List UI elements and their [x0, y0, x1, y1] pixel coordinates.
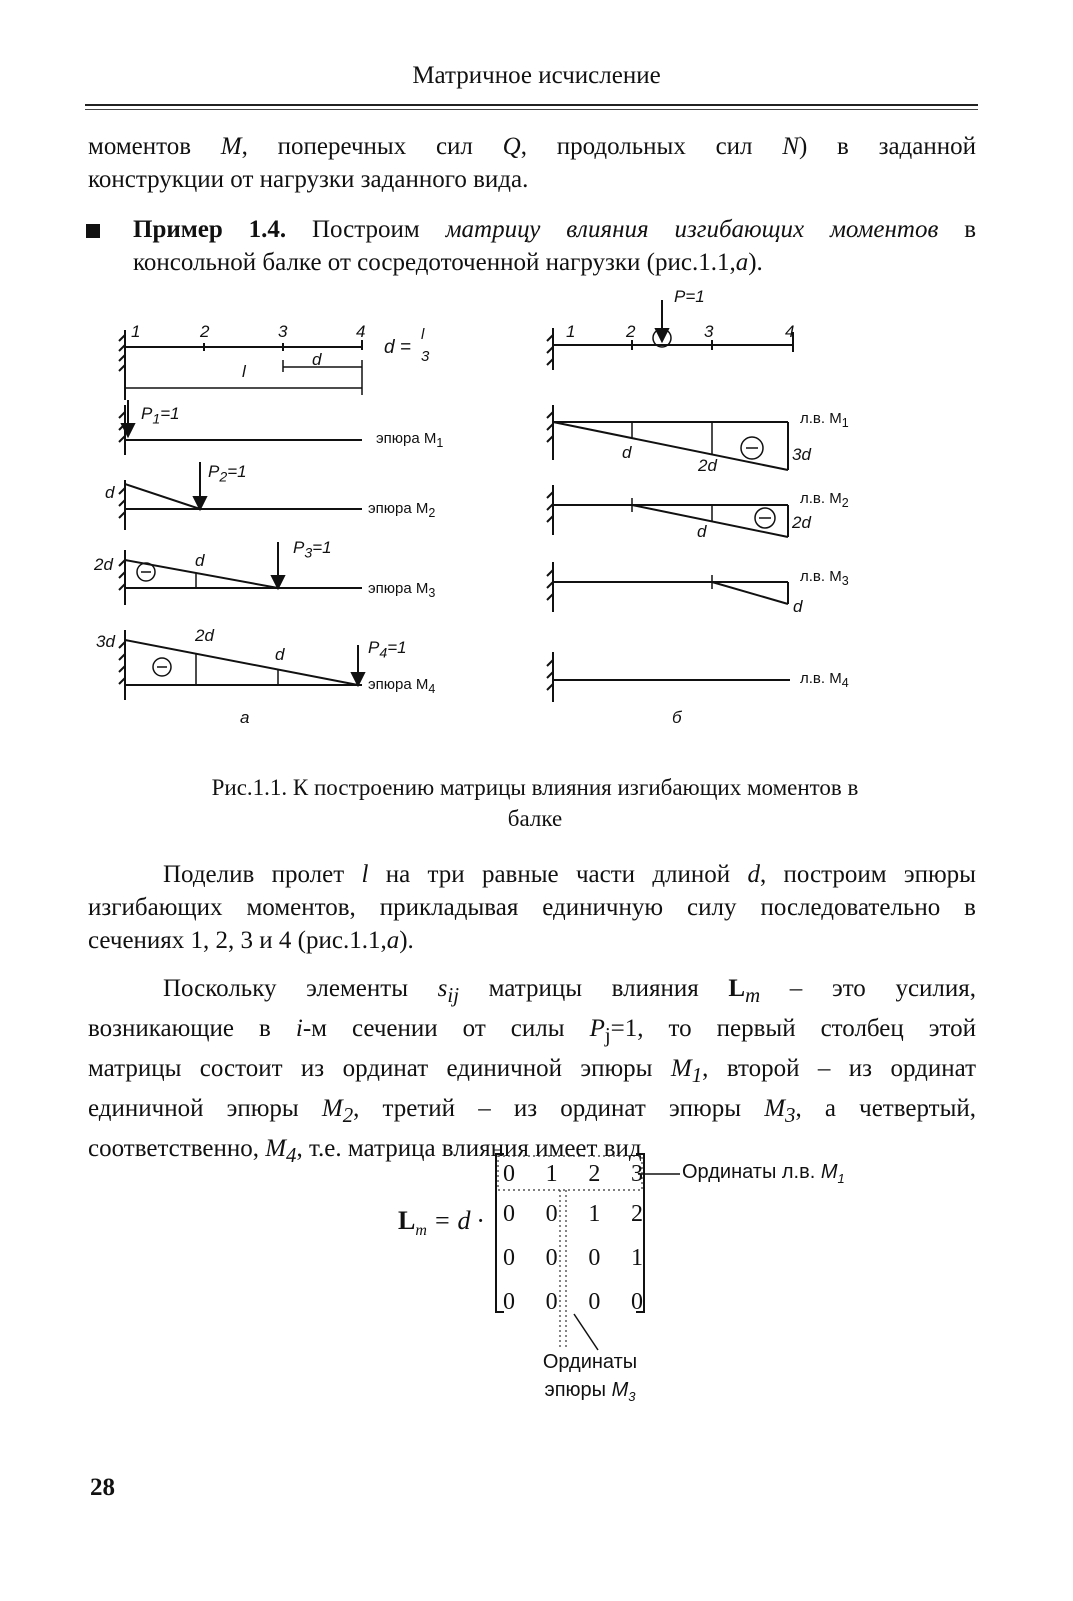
section-label-4: 4	[356, 322, 366, 341]
ordinate-lv2-d: d	[697, 522, 707, 541]
influence-line-label-m4: л.в. $M_4$	[800, 670, 849, 690]
load-p3: $P_3=1$	[293, 538, 332, 562]
ordinate-m3-d: d	[195, 551, 205, 570]
matrix-row-2	[503, 1196, 643, 1232]
running-header: Матричное исчисление	[412, 62, 661, 89]
left-beam-scheme	[119, 330, 362, 400]
matrix-cell: 0	[630, 1289, 643, 1315]
ordinate-m4-3d: 3d	[96, 632, 115, 651]
matrix-explanation-paragraph: Поскольку элементы $s_{ij}$ матрицы влияния $L_m$ – это усилия, возникающие в i-м сечении от силы $P_j=1$, то первый столбец этой матрицы состоит из ординат единичной эпюры $M_1$, второй – из ординат единичной эпюры $M_2$, третий – из ординат эпюры $M_3$, а четвертый, соответственно, $M_4$, т.е. матрица влияния имеет вид	[88, 975, 977, 1167]
header-rule-thin	[85, 109, 978, 110]
matrix-cell: 0	[503, 1161, 515, 1187]
right-row-1	[547, 405, 788, 470]
ordinate-m4-d: d	[275, 645, 285, 664]
load-p4: $P_4=1$	[368, 638, 407, 662]
diagram-label-m2: эпюра $M_2$	[368, 500, 436, 520]
ordinate-m4-2d: 2d	[195, 626, 214, 645]
right-load-label: P=1	[674, 287, 705, 306]
subfigure-letter-a: а	[240, 708, 250, 727]
matrix-cell: 1	[630, 1245, 643, 1271]
load-p1: $P_1=1$	[141, 404, 180, 428]
matrix-lhs: $L_m = d$ ·	[398, 1206, 484, 1240]
right-section-label-1: 1	[566, 322, 576, 341]
matrix-cell: 2	[588, 1161, 601, 1187]
row-annotation: Ординаты л.в. $M_1$	[682, 1161, 845, 1186]
example-paragraph: Пример 1.4. Построим матрицу влияния изгибающих моментов в консольной балке от сосредоточенной нагрузки (рис.1.1,а).	[133, 216, 977, 276]
influence-line-label-m2: л.в. $M_2$	[800, 490, 849, 510]
right-beam-scheme	[547, 300, 793, 370]
column-annotation: Ординаты эпюры $M_3$	[542, 1351, 638, 1404]
section-label-3: 3	[278, 322, 288, 341]
load-p2: $P_2=1$	[208, 462, 247, 486]
part-label: d	[312, 350, 322, 369]
matrix-body	[503, 1156, 643, 1320]
matrix-row-3	[503, 1240, 643, 1276]
influence-line-label-m1: л.в. $M_1$	[800, 410, 849, 430]
right-section-label-3: 3	[704, 322, 714, 341]
matrix-cell: 0	[545, 1289, 558, 1315]
span-label: l	[242, 362, 246, 381]
matrix-cell: 3	[630, 1161, 643, 1187]
ordinate-lv1-2d: 2d	[698, 456, 717, 475]
matrix-cell: 0	[588, 1289, 601, 1315]
intro-paragraph: моментов M, поперечных сил Q, продольных сил N) в заданной конструкции от нагрузки заданного вида.	[88, 133, 976, 193]
matrix-cell: 0	[588, 1245, 601, 1271]
matrix-cell: 0	[503, 1289, 515, 1315]
matrix-cell: 1	[588, 1201, 601, 1227]
ordinate-m3-2d: 2d	[94, 555, 113, 574]
subfigure-letter-b: б	[672, 708, 682, 727]
ordinate-lv1-d: d	[622, 443, 632, 462]
figure-caption: Рис.1.1. К построению матрицы влияния изгибающих моментов в балке	[211, 775, 859, 831]
matrix-cell: 0	[545, 1245, 558, 1271]
division-paragraph: Поделив пролет l на три равные части длиной d, построим эпюры изгибающих моментов, прикладывая единичную силу последовательно в сечениях 1, 2, 3 и 4 (рис.1.1,а).	[88, 861, 976, 954]
right-row-3	[547, 562, 788, 612]
ordinate-lv2-2d: 2d	[792, 513, 811, 532]
bullet-marker	[86, 224, 100, 238]
matrix-cell: 1	[545, 1161, 558, 1187]
right-section-label-4: 4	[785, 322, 795, 341]
left-row-4	[119, 630, 364, 700]
matrix-cell: 0	[545, 1201, 558, 1227]
right-row-4	[547, 652, 790, 702]
matrix-row-4	[503, 1284, 643, 1320]
ordinate-lv1-3d: 3d	[792, 445, 811, 464]
matrix-cell: 0	[503, 1245, 515, 1271]
d-formula-den: 3	[421, 348, 430, 365]
diagram-label-m1: эпюра $M_1$	[376, 430, 444, 450]
right-section-label-2: 2	[626, 322, 636, 341]
matrix-cell: 2	[630, 1201, 643, 1227]
diagram-label-m4: эпюра $M_4$	[368, 676, 436, 696]
section-label-1: 1	[131, 322, 141, 341]
page-number: 28	[90, 1474, 115, 1501]
diagram-label-m3: эпюра $M_3$	[368, 580, 436, 600]
matrix-cell: 0	[503, 1201, 515, 1227]
ordinate-m2-d: d	[105, 483, 115, 502]
beam-figure	[0, 280, 1073, 740]
section-label-2: 2	[200, 322, 210, 341]
header-rule	[85, 104, 978, 106]
d-formula: d =	[384, 337, 411, 358]
right-row-2	[547, 485, 788, 537]
influence-line-label-m3: л.в. $M_3$	[800, 568, 849, 588]
ordinate-lv3-d: d	[793, 597, 803, 616]
d-formula-num: l	[421, 326, 425, 343]
matrix-row-1	[503, 1156, 643, 1192]
